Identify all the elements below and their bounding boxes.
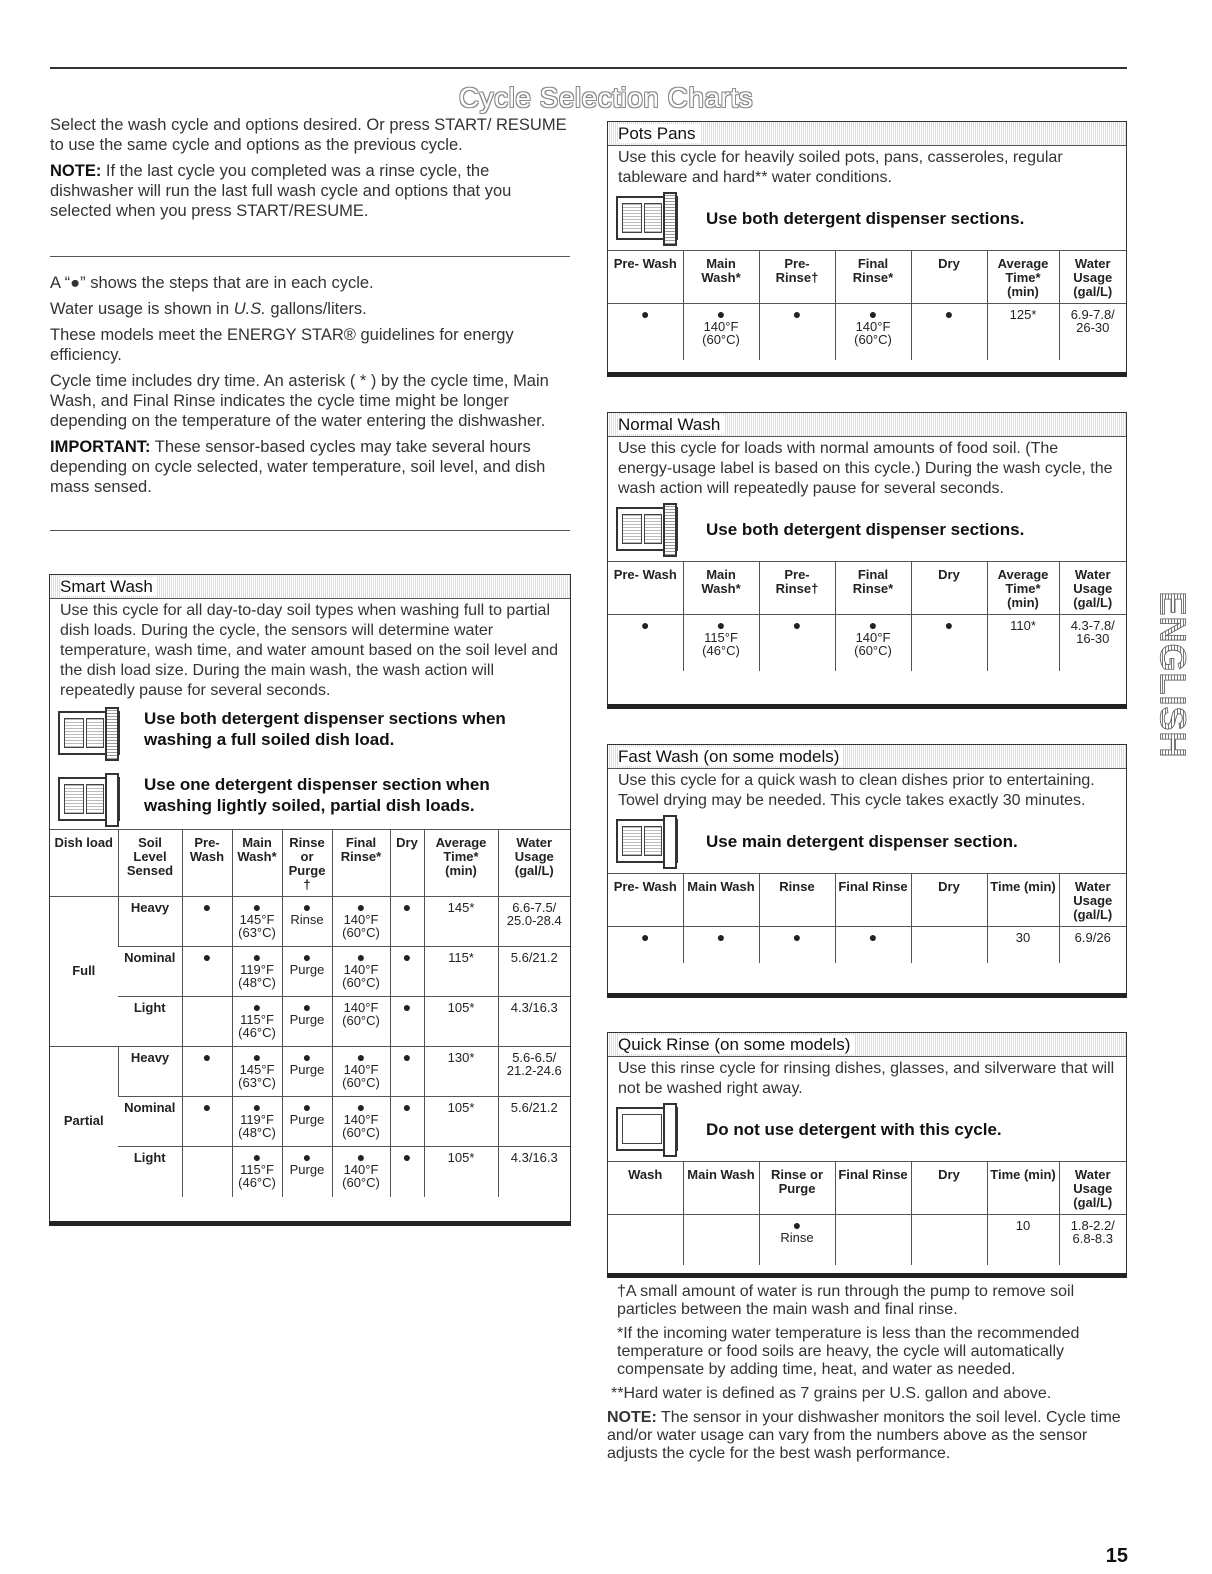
step-bullet: ● <box>252 1149 262 1165</box>
table-cell <box>390 947 424 997</box>
column-header: Time (min) <box>987 874 1059 927</box>
step-bullet: ● <box>202 1049 212 1065</box>
step-bullet: ● <box>792 1217 802 1233</box>
table-cell <box>911 1215 987 1265</box>
step-bullet: ● <box>716 929 726 945</box>
table-cell <box>332 1097 390 1147</box>
intro-paragraph: Select the wash cycle and options desired. Or press START/ RESUME to use the same cycle and options as the previous cycle. <box>50 116 567 154</box>
cell-value: 119°F (48°C) <box>238 962 276 990</box>
column-header: Water Usage (gal/L) <box>1059 874 1126 927</box>
table-cell <box>835 1215 911 1265</box>
detergent-instruction: Do not use detergent with this cycle. <box>608 1099 1126 1161</box>
bullet-explanation: A “●” shows the steps that are in each cycle. <box>50 274 374 292</box>
smart-wash-table <box>50 829 570 1197</box>
step-bullet: ● <box>944 617 954 633</box>
column-header: Average Time* (min) <box>987 562 1059 615</box>
table-row <box>50 997 570 1047</box>
top-rule <box>50 67 1127 69</box>
column-header: Time (min) <box>987 1162 1059 1215</box>
english-language-tab <box>1152 565 1194 785</box>
pots-pans-section <box>607 121 1127 377</box>
water-cell: 6.9-7.8/ 26-30 <box>1059 304 1126 360</box>
divider <box>50 256 570 257</box>
normal-wash-table <box>608 561 1126 671</box>
column-header: Water Usage (gal/L) <box>1059 1162 1126 1215</box>
table-row <box>608 927 1126 963</box>
step-bullet: ● <box>716 617 726 633</box>
table-cell <box>835 615 911 671</box>
step-bullet: ● <box>252 949 262 965</box>
normal-wash-section <box>607 412 1127 709</box>
column-header: Average Time* (min) <box>987 251 1059 304</box>
table-cell <box>608 1215 683 1265</box>
table-cell <box>390 897 424 947</box>
time-cell: 105* <box>424 1147 498 1197</box>
section-title: Fast Wash (on some models) <box>608 745 1126 769</box>
step-bullet: ● <box>402 999 412 1015</box>
time-cell: 115* <box>424 947 498 997</box>
soil-level-cell: Light <box>118 997 182 1047</box>
section-description: Use this rinse cycle for rinsing dishes, glasses, and silverware that will not be washed right away. <box>618 1060 1115 1097</box>
time-cell: 130* <box>424 1047 498 1097</box>
step-bullet: ● <box>402 899 412 915</box>
detergent-instruction: Use both detergent dispenser sections. <box>608 188 1126 250</box>
table-cell <box>911 304 987 360</box>
column-header: Pre- Wash <box>613 567 677 582</box>
dispenser-both-icon <box>58 711 120 755</box>
table-cell <box>911 615 987 671</box>
cell-value: 145°F (63°C) <box>238 912 276 940</box>
column-header: Soil Level Sensed <box>118 830 182 897</box>
step-bullet: ● <box>202 899 212 915</box>
intro-text <box>50 115 570 227</box>
column-header: Final Rinse <box>835 1162 911 1215</box>
table-cell <box>232 1147 282 1197</box>
section-title: Quick Rinse (on some models) <box>608 1033 1126 1057</box>
section-description: Use this cycle for loads with normal amounts of food soil. (The energy-usage label is based on this cycle.) During the wash cycle, the wash action will repeatedly pause for several seconds. <box>618 440 1113 497</box>
table-cell <box>683 927 759 963</box>
table-cell <box>390 1097 424 1147</box>
column-header: Main Wash* <box>232 830 282 897</box>
table-cell <box>390 997 424 1047</box>
fast-wash-section <box>607 744 1127 998</box>
table-cell <box>182 997 232 1047</box>
step-bullet: ● <box>302 899 312 915</box>
table-bottom-bar <box>607 993 1127 998</box>
step-bullet: ● <box>356 899 366 915</box>
footnote-note: NOTE: The sensor in your dishwasher monitors the soil level. Cycle time and/or water usage can vary from the numbers above as the sensor adjusts the cycle for the best wash performance. <box>607 1409 1121 1462</box>
column-header: Main Wash <box>683 1162 759 1215</box>
step-bullet: ● <box>868 306 878 322</box>
dispenser-one-icon <box>58 777 120 821</box>
step-bullet: ● <box>792 617 802 633</box>
pots-pans-table <box>608 250 1126 360</box>
step-bullet: ● <box>944 306 954 322</box>
column-header: Rinse or Purge <box>759 1162 835 1215</box>
step-bullet: ● <box>202 949 212 965</box>
step-bullet: ● <box>302 949 312 965</box>
column-header: Main Wash* <box>683 251 759 304</box>
cell-value: 115°F (46°C) <box>238 1012 276 1040</box>
table-cell <box>282 897 332 947</box>
detergent-instruction: Use main detergent dispenser section. <box>608 811 1126 873</box>
step-bullet: ● <box>356 1149 366 1165</box>
table-cell <box>282 947 332 997</box>
dispenser-main-icon <box>616 819 678 863</box>
table-cell <box>835 304 911 360</box>
footnotes <box>607 1283 1127 1469</box>
step-bullet: ● <box>402 949 412 965</box>
step-bullet: ● <box>252 1099 262 1115</box>
section-title: Pots Pans <box>608 122 1126 146</box>
intro-details <box>50 273 570 503</box>
step-bullet: ● <box>302 999 312 1015</box>
section-description: Use this cycle for heavily soiled pots, pans, casseroles, regular tableware and hard** water conditions. <box>618 149 1063 186</box>
table-cell <box>911 927 987 963</box>
energy-star-note: These models meet the ENERGY STAR® guidelines for energy efficiency. <box>50 326 514 364</box>
soil-level-cell: Heavy <box>118 897 182 947</box>
footnote-dagger: †A small amount of water is run through the pump to remove soil particles between the main wash and final rinse. <box>617 1283 1075 1318</box>
quick-rinse-table <box>608 1161 1126 1265</box>
table-cell <box>232 997 282 1047</box>
cell-value: Purge <box>289 1162 325 1177</box>
column-header: Pre- Rinse† <box>759 562 835 615</box>
cell-value: 115°F (46°C) <box>702 630 740 658</box>
soil-level-cell: Nominal <box>118 1097 182 1147</box>
table-cell <box>759 927 835 963</box>
cell-value: Purge <box>289 1062 325 1077</box>
cell-value: 119°F (48°C) <box>238 1112 276 1140</box>
table-cell <box>835 927 911 963</box>
cell-value: Purge <box>289 1112 325 1127</box>
time-cell: 30 <box>987 927 1059 963</box>
step-bullet: ● <box>868 617 878 633</box>
column-header: Wash <box>628 1167 663 1182</box>
water-cell: 5.6-6.5/ 21.2-24.6 <box>498 1047 570 1097</box>
water-cell: 4.3/16.3 <box>498 997 570 1047</box>
column-header: Water Usage (gal/L) <box>498 830 570 897</box>
table-row <box>50 947 570 997</box>
step-bullet: ● <box>356 1099 366 1115</box>
table-row <box>608 304 1126 360</box>
time-cell: 105* <box>424 997 498 1047</box>
table-cell <box>759 304 835 360</box>
table-cell <box>232 1097 282 1147</box>
table-cell <box>759 1215 835 1265</box>
important-note: IMPORTANT: These sensor-based cycles may take several hours depending on cycle selected, water temperature, soil level, and dish mass sensed. <box>50 438 546 496</box>
table-cell <box>282 1147 332 1197</box>
footnote-asterisk: *If the incoming water temperature is less than the recommended temperature or food soils are heavy, the cycle will automatically compensate by adding time, heat, and water as needed. <box>617 1325 1080 1378</box>
step-bullet: ● <box>202 1099 212 1115</box>
cell-value: Purge <box>289 1012 325 1027</box>
footnote-hard-water: **Hard water is defined as 7 grains per U.S. gallon and above. <box>611 1385 1052 1402</box>
table-cell <box>332 1147 390 1197</box>
svg-text:ENGLISH: ENGLISH <box>1152 591 1194 759</box>
table-cell <box>182 1097 232 1147</box>
cell-value: 140°F (60°C) <box>342 1162 380 1190</box>
dispenser-empty-icon <box>616 1107 678 1151</box>
intro-note: NOTE: If the last cycle you completed was a rinse cycle, the dishwasher will run the last full wash cycle and options that you selected when you press START/RESUME. <box>50 162 512 220</box>
column-header: Pre- Wash <box>613 256 677 271</box>
table-cell <box>608 615 683 671</box>
column-header: Pre- Wash <box>613 879 677 894</box>
smart-wash-section <box>49 574 571 1226</box>
section-description: Use this cycle for all day-to-day soil types when washing full to partial dish loads. During the cycle, the sensors will determine water temperature, wash time, and water amount based on the soil level and the dish load size. During the main wash, the wash action will repeatedly pause for several seconds. <box>60 602 559 699</box>
column-header: Main Wash* <box>683 562 759 615</box>
page-title: Cycle Selection Charts <box>458 82 754 113</box>
cell-value: Rinse <box>780 1230 814 1245</box>
step-bullet: ● <box>356 1049 366 1065</box>
section-title: Normal Wash <box>608 413 1126 437</box>
step-bullet: ● <box>356 949 366 965</box>
step-bullet: ● <box>302 1049 312 1065</box>
table-row <box>50 1147 570 1197</box>
table-cell <box>232 1047 282 1097</box>
table-row <box>50 1097 570 1147</box>
table-cell <box>332 997 390 1047</box>
cell-value: 140°F (60°C) <box>342 912 380 940</box>
step-bullet: ● <box>641 306 650 322</box>
table-bottom-bar <box>607 1273 1127 1278</box>
table-cell <box>182 897 232 947</box>
soil-level-cell: Heavy <box>118 1047 182 1097</box>
column-header: Final Rinse <box>835 874 911 927</box>
table-cell <box>182 1147 232 1197</box>
divider <box>50 530 570 531</box>
table-cell <box>759 615 835 671</box>
section-title: Smart Wash <box>50 575 570 599</box>
water-cell: 4.3/16.3 <box>498 1147 570 1197</box>
water-cell: 5.6/21.2 <box>498 947 570 997</box>
cell-value: 140°F (60°C) <box>854 630 892 658</box>
table-cell <box>282 1047 332 1097</box>
column-header: Water Usage (gal/L) <box>1059 562 1126 615</box>
table-row <box>50 897 570 947</box>
cell-value: 140°F (60°C) <box>342 962 380 990</box>
table-cell <box>232 947 282 997</box>
step-bullet: ● <box>302 1099 312 1115</box>
step-bullet: ● <box>252 999 262 1015</box>
detergent-instruction: Use both detergent dispenser sections. <box>608 499 1126 561</box>
step-bullet: ● <box>792 929 802 945</box>
cell-value: 145°F (63°C) <box>238 1062 276 1090</box>
column-header: Average Time* (min) <box>424 830 498 897</box>
page-number: 15 <box>1105 1545 1128 1567</box>
column-header: Final Rinse* <box>835 562 911 615</box>
water-cell: 6.6-7.5/ 25.0-28.4 <box>498 897 570 947</box>
table-cell <box>332 897 390 947</box>
step-bullet: ● <box>252 899 262 915</box>
column-header: Final Rinse* <box>835 251 911 304</box>
column-header: Pre- Rinse† <box>759 251 835 304</box>
cell-value: 115°F (46°C) <box>238 1162 276 1190</box>
step-bullet: ● <box>716 306 726 322</box>
step-bullet: ● <box>402 1099 412 1115</box>
step-bullet: ● <box>402 1049 412 1065</box>
table-row <box>50 1047 570 1097</box>
dispenser-both-icon <box>616 507 678 551</box>
cycle-time-note: Cycle time includes dry time. An asterisk ( * ) by the cycle time, Main Wash, and Final Rinse indicates the cycle time might be longer depending on the temperature of the water entering the dishwasher. <box>50 372 549 430</box>
table-bottom-bar <box>607 372 1127 377</box>
time-cell: 125* <box>987 304 1059 360</box>
table-bottom-bar <box>607 704 1127 709</box>
soil-level-cell: Light <box>118 1147 182 1197</box>
column-header: Rinse <box>759 874 835 927</box>
step-bullet: ● <box>792 306 802 322</box>
cell-value: 140°F (60°C) <box>702 319 740 347</box>
column-header: Rinse or Purge † <box>282 830 332 897</box>
step-bullet: ● <box>641 929 650 945</box>
column-header: Pre- Wash <box>182 830 232 897</box>
table-cell <box>683 1215 759 1265</box>
table-cell <box>182 947 232 997</box>
column-header: Dry <box>911 874 987 927</box>
fast-wash-table <box>608 873 1126 963</box>
table-cell <box>608 927 683 963</box>
table-cell <box>390 1147 424 1197</box>
detergent-instruction: Use one detergent dispenser section when washing lightly soiled, partial dish loads. <box>50 755 570 821</box>
quick-rinse-section <box>607 1032 1127 1278</box>
table-cell <box>182 1047 232 1097</box>
table-cell <box>683 304 759 360</box>
water-cell: 5.6/21.2 <box>498 1097 570 1147</box>
column-header: Dry <box>390 830 424 897</box>
step-bullet: ● <box>252 1049 262 1065</box>
water-cell: 4.3-7.8/ 16-30 <box>1059 615 1126 671</box>
table-row <box>608 1215 1126 1265</box>
column-header: Dry <box>911 251 987 304</box>
section-description: Use this cycle for a quick wash to clean dishes prior to entertaining. Towel drying may be needed. This cycle takes exactly 30 minutes. <box>618 772 1095 809</box>
dish-load-cell: Partial <box>50 1047 118 1197</box>
water-cell: 6.9/26 <box>1059 927 1126 963</box>
cell-value: 140°F (60°C) <box>342 1112 380 1140</box>
detergent-instruction: Use both detergent dispenser sections when washing a full soiled dish load. <box>50 701 570 755</box>
water-cell: 1.8-2.2/ 6.8-8.3 <box>1059 1215 1126 1265</box>
cell-value: 140°F (60°C) <box>342 1062 380 1090</box>
time-cell: 10 <box>987 1215 1059 1265</box>
table-bottom-bar <box>49 1221 571 1226</box>
time-cell: 145* <box>424 897 498 947</box>
table-cell <box>282 997 332 1047</box>
column-header: Water Usage (gal/L) <box>1059 251 1126 304</box>
column-header: Dish load <box>54 835 113 850</box>
cell-value: Rinse <box>290 912 324 927</box>
table-cell <box>683 615 759 671</box>
water-usage-note: Water usage is shown in U.S. gallons/liters. <box>50 300 367 318</box>
table-cell <box>608 304 683 360</box>
table-cell <box>332 947 390 997</box>
dispenser-both-icon <box>616 196 678 240</box>
cell-value: 140°F (60°C) <box>854 319 892 347</box>
table-cell <box>390 1047 424 1097</box>
step-bullet: ● <box>641 617 650 633</box>
time-cell: 105* <box>424 1097 498 1147</box>
table-cell <box>232 897 282 947</box>
column-header: Final Rinse* <box>332 830 390 897</box>
time-cell: 110* <box>987 615 1059 671</box>
step-bullet: ● <box>302 1149 312 1165</box>
cell-value: 140°F (60°C) <box>342 1000 380 1028</box>
table-cell <box>332 1047 390 1097</box>
column-header: Main Wash <box>683 874 759 927</box>
column-header: Dry <box>911 1162 987 1215</box>
soil-level-cell: Nominal <box>118 947 182 997</box>
table-cell <box>282 1097 332 1147</box>
table-row <box>608 615 1126 671</box>
column-header: Dry <box>911 562 987 615</box>
step-bullet: ● <box>402 1149 412 1165</box>
dish-load-cell: Full <box>50 897 118 1047</box>
step-bullet: ● <box>868 929 878 945</box>
cell-value: Purge <box>289 962 325 977</box>
